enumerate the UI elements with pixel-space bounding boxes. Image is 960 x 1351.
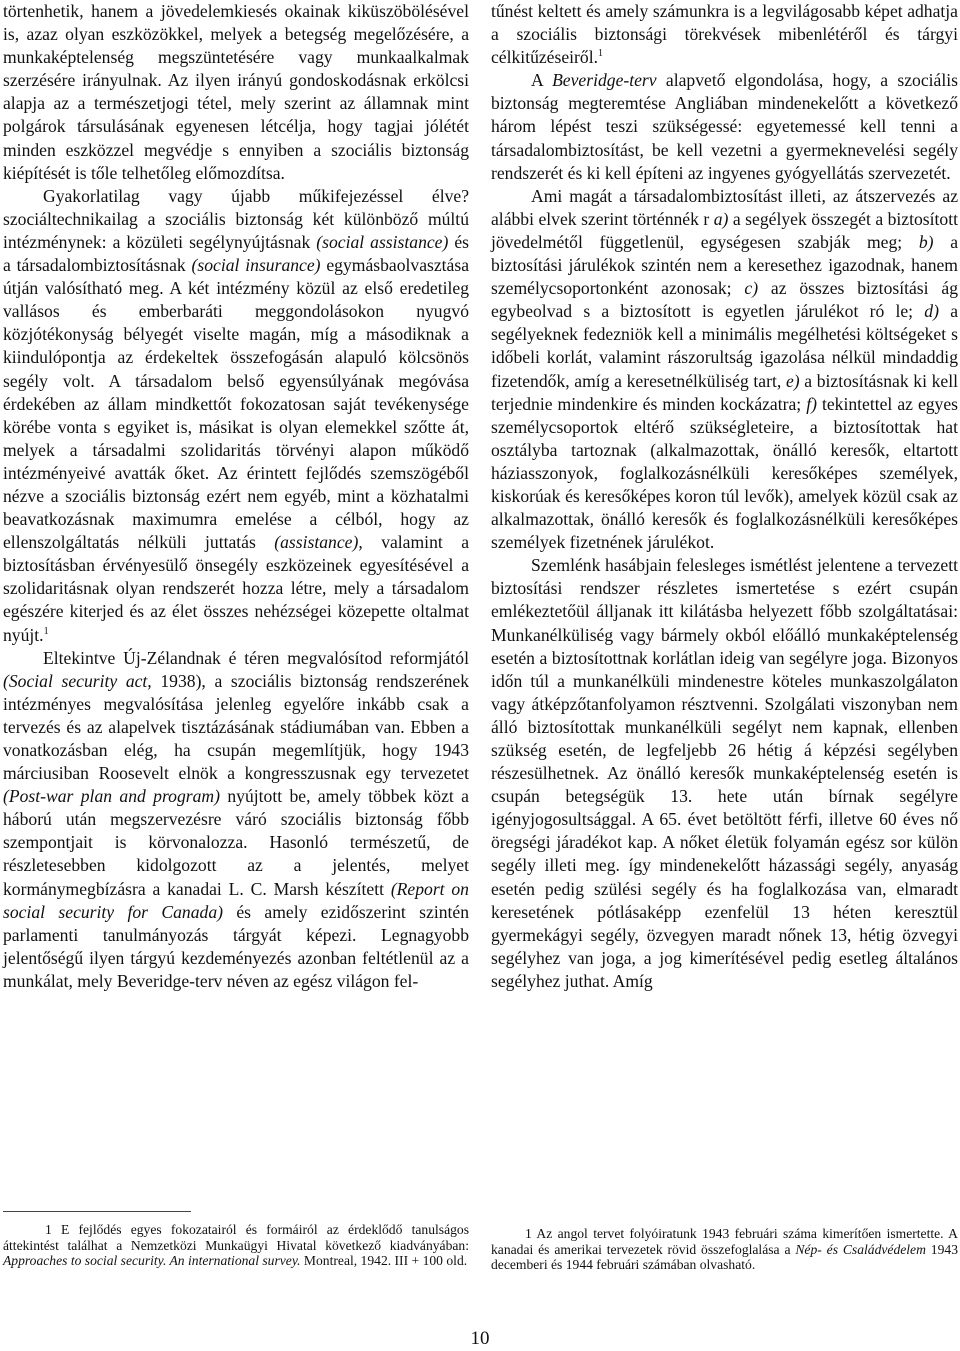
left-column [3,0,469,993]
footnote-marker: 1 [43,625,49,637]
footnote-right [491,1226,958,1273]
paragraph: törtenhetik, hanem a jövedelemkiesés okainak kiküszöbölésével is, azaz olyan eszközökkel, melyek a betegség megelőzésére, a munkaképtelenség megszüntetésére vagy munkaalkalmak szerzésére irányulnak. Az ilyen irányú gondoskodásnak erkölcsi alapja az a természetjogi tétel, mely szerint az államnak mint polgárok társulásának egyenesen létcélja, hogy tagjai jólétét minden eszközzel megvédje s ennyiben a szociális biztonság kiépítését is tőle telhetőleg előmozdítsa. [3,1,469,183]
footnote-text: 1 Az angol tervet folyóiratunk 1943 februári száma kimerítően ismertette. A kanadai és amerikai tervezetek rövid összefoglalása a Nép- és Családvédelem 1943 decemberi és 1944 februári számában olvasható. [491,1226,959,1272]
footnote-left [3,1222,469,1269]
page-number: 10 [470,1328,490,1349]
paragraph: Szemlénk hasábjain felesleges ismétlést jelentene a tervezett biztosítási rendszer részletes ismertetése s ezért csupán emlékeztetőül álljanak itt kilátásba helyezett főbb szolgáltatásai: Munkanélküliség vagy bármely okból előálló munkaképtelenség esetén a biztosítottnak korlátlan ideig van segélyre joga. Bizonyos időn túl a munkanélküli mindenestre köteles munkaszolgálaton vagy átképzőtanfolyamon résztvenni. Szolgálati viszonyban nem álló biztosítottak munkanélküli segélyt nem kapnak, ellenben szükség esetén, de legfeljebb 26 hétig á képzési segélyben részesülhetnek. Az önálló keresők munkaképtelenség esetén is csupán betegségük 13. hete után bírnak segélyre igényjogosultsággal. A 65. évet betöltött férfi, illetve 60 éves nő öregségi járadékot kap. A nőket életük folyamán egész sor külön segély illeti meg. így mindenekelőtt házassági segély, anyaság esetén pedig szülési segély és ha foglalkozása van, elmaradt keresetének pótlásaképp ezenfelül 13 héten keresztül gyermekágyi segély, özvegyen maradt nőnek 13, hétig özvegyi segélyhez van joga, a jog kimerítésével pedig esetleg általános segélyhez juthat. Amíg [491,555,958,991]
paragraph: A Beveridge-terv alapvető elgondolása, hogy, a szociális biztonság megteremtése Angliában mindenekelőtt a következő három lépést teszi szükségessé: egyetemessé kell tenni a társadalombiztosítást, be kell vezetni a gyermeknevelési segély rendszerét és ki kell építeni az ingyenes gyógyellátás szervezetét. [491,70,958,183]
footnote-rule [3,1211,191,1212]
paragraph: Ami magát a társadalombiztosítást illeti, az átszervezés az alábbi elvek szerint történnék r a) a segélyek összegét a biztosított jövedelmétől függetlenül, egységesen szabják meg; b) a biztosítási járulékok szintén nem a keresethez igazodnak, hanem személycsoportonként azonosak; c) az összes biztosítási ág egybeolvad s a biztosított is egyetlen járulékot ró le; d) a segélyeknek fedezniök kell a minimális megélhetési költségeket s időbeli korlát, valamint rászorultság igazolása nélkül mindaddig fizetendők, amíg a keresetnélküliség tart, e) a biztosításnak ki kell terjednie mindenkire és minden kockázatra; f) tekintettel az egyes személycsoportok eltérő szükségleteire, a biztosítottak hat osztályba tartoznak (alkalmazottak, önálló keresők, eltartott háziasszonyok, foglalkozásnélküli keresőképes személyek, kiskorúak és keresőképes koron túl levők), amelyek közül csak az alkalmazottak, önálló keresők és foglalkozásnélküli keresőképes személyek fizetnének járulékot. [491,185,959,553]
paragraph: tűnést keltett és amely számunkra is a legvilágosabb képet adhatja a szociális biztonsági törekvések mibenlétéről és tárgyi célkitűzéseiről.$^1$ [491,1,958,68]
right-column [491,0,958,993]
paragraph: Gyakorlatilag vagy újabb műkifejezéssel élve? szociáltechnikailag a szociális biztonság két különböző múltú intézménynek: a közületi segélynyújtásnak (social assistance) és a társadalombiztosításnak (social insurance) egymásbaolvasztása útján valósítható meg. A két intézmény közül az első eredetileg vallásos és emberbaráti meggondolásokon nyugvó közjótékonyság bélyegét viselte magán, míg a másodiknak a kiindulópontja az érdekeltek összefogásán alapuló kölcsönös segély volt. A társadalom belső egyensúlyának megóvása érdekében az állam mindkettőt fokozatosan saját tevékenysége körébe vonta s egyiket is, másikat is olyan elemekkel szőtte át, melyek a társadalmi szolidaritás törvényi alapon működő intézményeivé avatták őket. Az érintett fejlődés szemszögéből nézve a szociális biztonság ezért nem egyéb, mint a közhatalmi beavatkozásnak maximumra emelése a célból, hogy az ellenszolgáltatás nélküli juttatás (assistance), valamint a biztosításban érvényesülő önsegély eszközeinek egyesítésével a szolidaritásnak olyan rendszerét hozza létre, mely a társadalom egészére kiterjed és az élet összes nehézségei közepette oltalmat nyújt.$^1$ [3,185,470,645]
footnote-marker: 1 [597,48,603,60]
paragraph: Eltekintve Új-Zélandnak é téren megvalósítod reformjától (Social security act, 1938), a szociális biztonság rendszerének intézményes megvalósítása jelenleg egyelőre inkább csak a tervezés és az alapelvek tisztázásának stádiumában van. Ebben a vonatkozásban elég, ha csupán megemlítjük, hogy 1943 márciusiban Roosevelt elnök a kongresszusnak egy tervezetet (Post-war plan and program) nyújtott be, amely többek közt a háború után megszervezésre váró szociális biztonság főbb szempontjait is körvonalozza. Hasonló természetű, de részletesebben kidolgozott az a jelentés, melyet kormánymegbízásra a kanadai L. C. Marsh készített (Report on social security for Canada) és amely ezidőszerint szintén parlamenti tanulmányozás tárgyát képezi. Legnagyobb jelentőségű ilyen tárgyú kezdeményezés azonban feltétlenül az a munkálat, mely Beveridge-terv néven az egész világon fel- [3,647,470,991]
footnote-text: 1 E fejlődés egyes fokozatairól és formáiról az érdeklődő tanulságos áttekintést találhat a Nemzetközi Munkaügyi Hivatal következő kiadványában: Approaches to social security. An international survey. Montreal, 1942. III + 100 old. [3,1222,469,1268]
